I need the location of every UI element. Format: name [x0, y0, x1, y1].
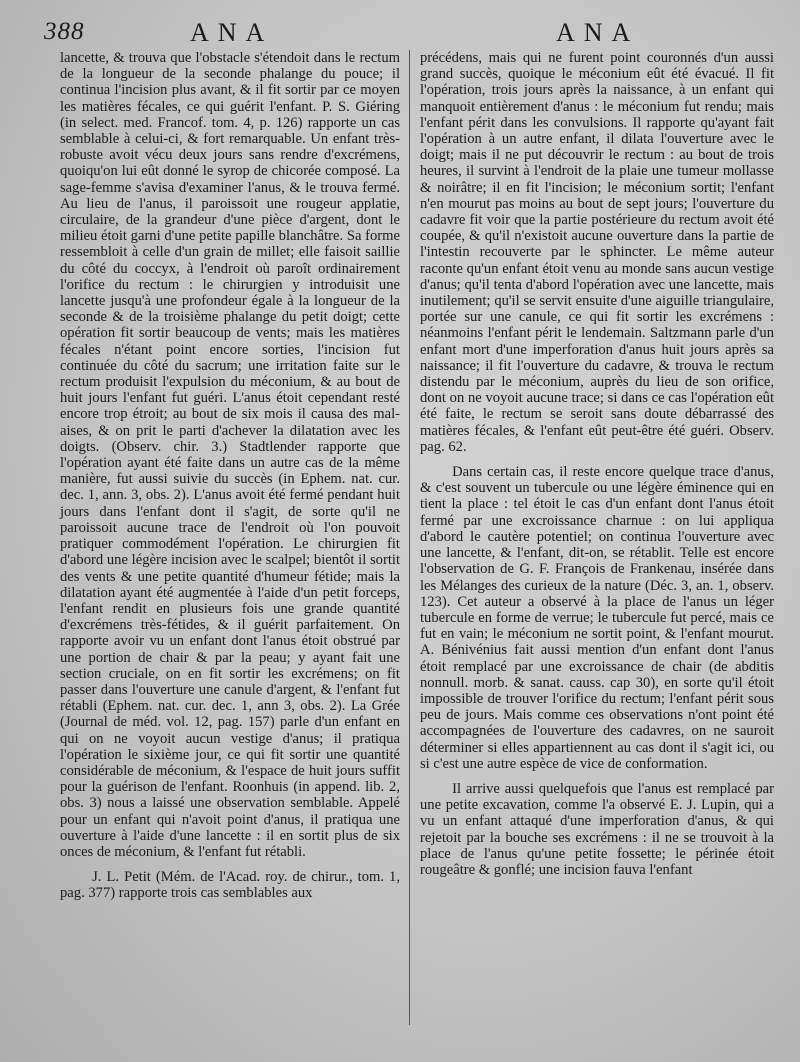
- page-number: 388: [44, 18, 85, 45]
- left-paragraph-2: J. L. Petit (Mém. de l'Acad. roy. de chirur., tom. 1, pag. 377) rapporte trois cas semblables aux: [60, 869, 400, 902]
- right-paragraph-1: précédens, mais qui ne furent point couronnés d'un aussi grand succès, quoique le méconium eût été évacué. Il fit l'opération, trois jours après la naissance, à un enfant qui manquoit entièrement d'anus : le méconium fut rendu; mais l'enfant périt dans les convulsions. Il rapporte qu'ayant fait l'opération à un autre enfant, il dilata l'ouverture avec le doigt; mais il ne put découvrir le rectum : au bout de trois heures, il survint à l'endroit de la plaie une tumeur mollasse & noirâtre; il en fit l'incision; le méconium sortit; l'enfant n'en mourut pas moins au bout de sept jours; l'ouverture du cadavre fit voir que la partie postérieure du rectum avoit été coupée, & qu'il n'existoit aucune ouverture dans la partie de l'intestin recouverte par le sphincter. Le même auteur raconte qu'un enfant étoit venu au monde sans aucun vestige d'anus; qu'il tenta d'abord l'opération avec une lancette, mais inutilement; qu'il se servit ensuite d'une aiguille triangulaire, portée sur une canule, ce qui fit sortir les excrémens : néanmoins l'enfant périt le lendemain. Saltzmann parle d'un enfant mort d'une imperforation d'anus huit jours après sa naissance; il fit l'ouverture du cadavre, & trouva le rectum distendu par le méconium, auprès du lieu de son orifice, dont on ne voyoit aucune trace; si dans ce cas l'opération eût été faite, le rectum se seroit sans doute débarrassé des matières fécales, & l'enfant eût peut-être été guéri. Observ. pag. 62.: [420, 50, 774, 455]
- page-header: [0, 18, 800, 48]
- left-paragraph-1: lancette, & trouva que l'obstacle s'étendoit dans le rectum de la longueur de la seconde phalange du pouce; il continua l'incision plus avant, & il fit sortir par ce moyen les matières fécales, ce qui guérit l'enfant. P. S. Giéring (in select. med. Francof. tom. 4, p. 126) rapporte un cas semblable à celui-ci, & fort remarquable. Un enfant très-robuste avoit vécu deux jours sans rendre d'excrémens, quoiqu'on lui eût donné le syrop de chicorée composé. La sage-femme s'avisa d'examiner l'anus, & le trouva fermé. Au lieu de l'anus, il paroissoit une rougeur applatie, circulaire, de la grandeur d'une pièce d'argent, dont le milieu étoit garni d'une petite papille blanchâtre. Sa forme ressembloit à celle d'un grain de millet; elle faisoit saillie du côté du coccyx, à l'endroit où paroît ordinairement l'orifice du rectum : le chirurgien y introduisit une lancette jusqu'à une profondeur égale à la longueur de la seconde & de la troisième phalange du petit doigt; cette opération fit sortir beaucoup de vents; mais les matières fécales n'étant point encore sorties, l'incision fut continuée du côté du sacrum; une irritation faite sur le rectum produisit l'expulsion du méconium, & au bout de huit jours l'enfant fut guéri. L'anus étoit cependant resté encore trop étroit; au bout de six mois il causa des mal-aises, & on prit le parti d'achever la dilatation avec les doigts. (Observ. chir. 3.) Stadtlender rapporte que l'opération ayant été faite dans un autre cas de la même manière, fut aussi suivie du succès (in Ephem. nat. cur. dec. 1, ann. 3, obs. 2). L'anus avoit été fermé pendant huit jours dans l'enfant dont il s'agit, de sorte qu'il ne paroissoit aucune trace de l'endroit où l'on pouvoit pratiquer commodément l'opération. Le chirurgien fit d'abord une légère incision avec le scalpel; bientôt il sortit des vents & une petite quantité d'humeur fétide; mais la dilatation ayant été augmentée à l'aide d'un petit forceps, l'enfant rendit en plusieurs fois une grande quantité d'excrémens très-fétides, & il guérit parfaitement. On rapporte avoir vu un enfant dont l'anus étoit obstrué par une portion de chair & par la peau; y ayant fait une section cruciale, on en fit sortir les excrémens; on fit passer dans l'ouverture une canule d'argent, & l'enfant fut rétabli (Ephem. nat. cur. dec. 1, ann 3, obs. 2). La Grée (Journal de méd. vol. 12, pag. 157) parle d'un enfant en qui on ne voyoit aucun vestige d'anus; il pratiqua l'opération le sixième jour, ce qui fit sortir une quantité considérable de méconium, & l'espace de huit jours suffit pour la guérison de l'enfant. Roonhuis (in append. lib. 2, obs. 3) nous a laissé une observation semblable. Appelé pour un enfant qui n'avoit point d'anus, il pratiqua une ouverture à l'aide d'une lancette : il en sortit plus de six onces de méconium, & l'enfant fut rétabli.: [60, 50, 400, 860]
- right-paragraph-2: Dans certain cas, il reste encore quelque trace d'anus, & c'est souvent un tubercule ou une légère éminence qui en tient la place : tel étoit le cas d'un enfant dont l'anus étoit fermé par une excroissance charnue : on lui appliqua d'abord le cautère potentiel; on continua l'ouverture avec une lancette, & l'enfant, dit-on, se rétablit. Telle est encore l'observation de G. F. François de Frankenau, insérée dans les Mélanges des curieux de la nature (Déc. 3, an. 1, observ. 123). Cet auteur a observé à la place de l'anus un léger tubercule en forme de verrue; le tubercule fut percé, mais ce fut en vain; le méconium ne sortit point, & l'enfant mourut. A. Bénivénius fait aussi mention d'un enfant dont l'anus étoit remplacé par une excroissance de chair (de abditis nonnull. morb. & sanat. causs. cap 30), en sorte qu'il étoit impossible de trouver l'orifice du rectum; l'enfant périt sous peu de jours. Mais comme ces observations n'ont point été accompagnées de l'ouverture des cadavres, on ne sauroit déterminer si elles appartiennent au cas dont il s'agit ici, ou si c'est une autre espèce de vice de conformation.: [420, 464, 774, 772]
- running-head-right: ANA: [556, 18, 640, 47]
- right-paragraph-3: Il arrive aussi quelquefois que l'anus est remplacé par une petite excavation, comme l'a observé E. J. Lupin, qui a vu un enfant attaqué d'une imperforation d'anus, & qui rejetoit par la bouche ses excrémens : il ne se trouvoit à la place de l'anus qu'une petite fossette; le périnée étoit rougeâtre & gonflé; une incision fauva l'enfant: [420, 780, 774, 878]
- column-divider: [409, 50, 410, 1025]
- left-column: [60, 50, 400, 902]
- running-head-left: ANA: [190, 18, 274, 47]
- right-column: [420, 50, 774, 878]
